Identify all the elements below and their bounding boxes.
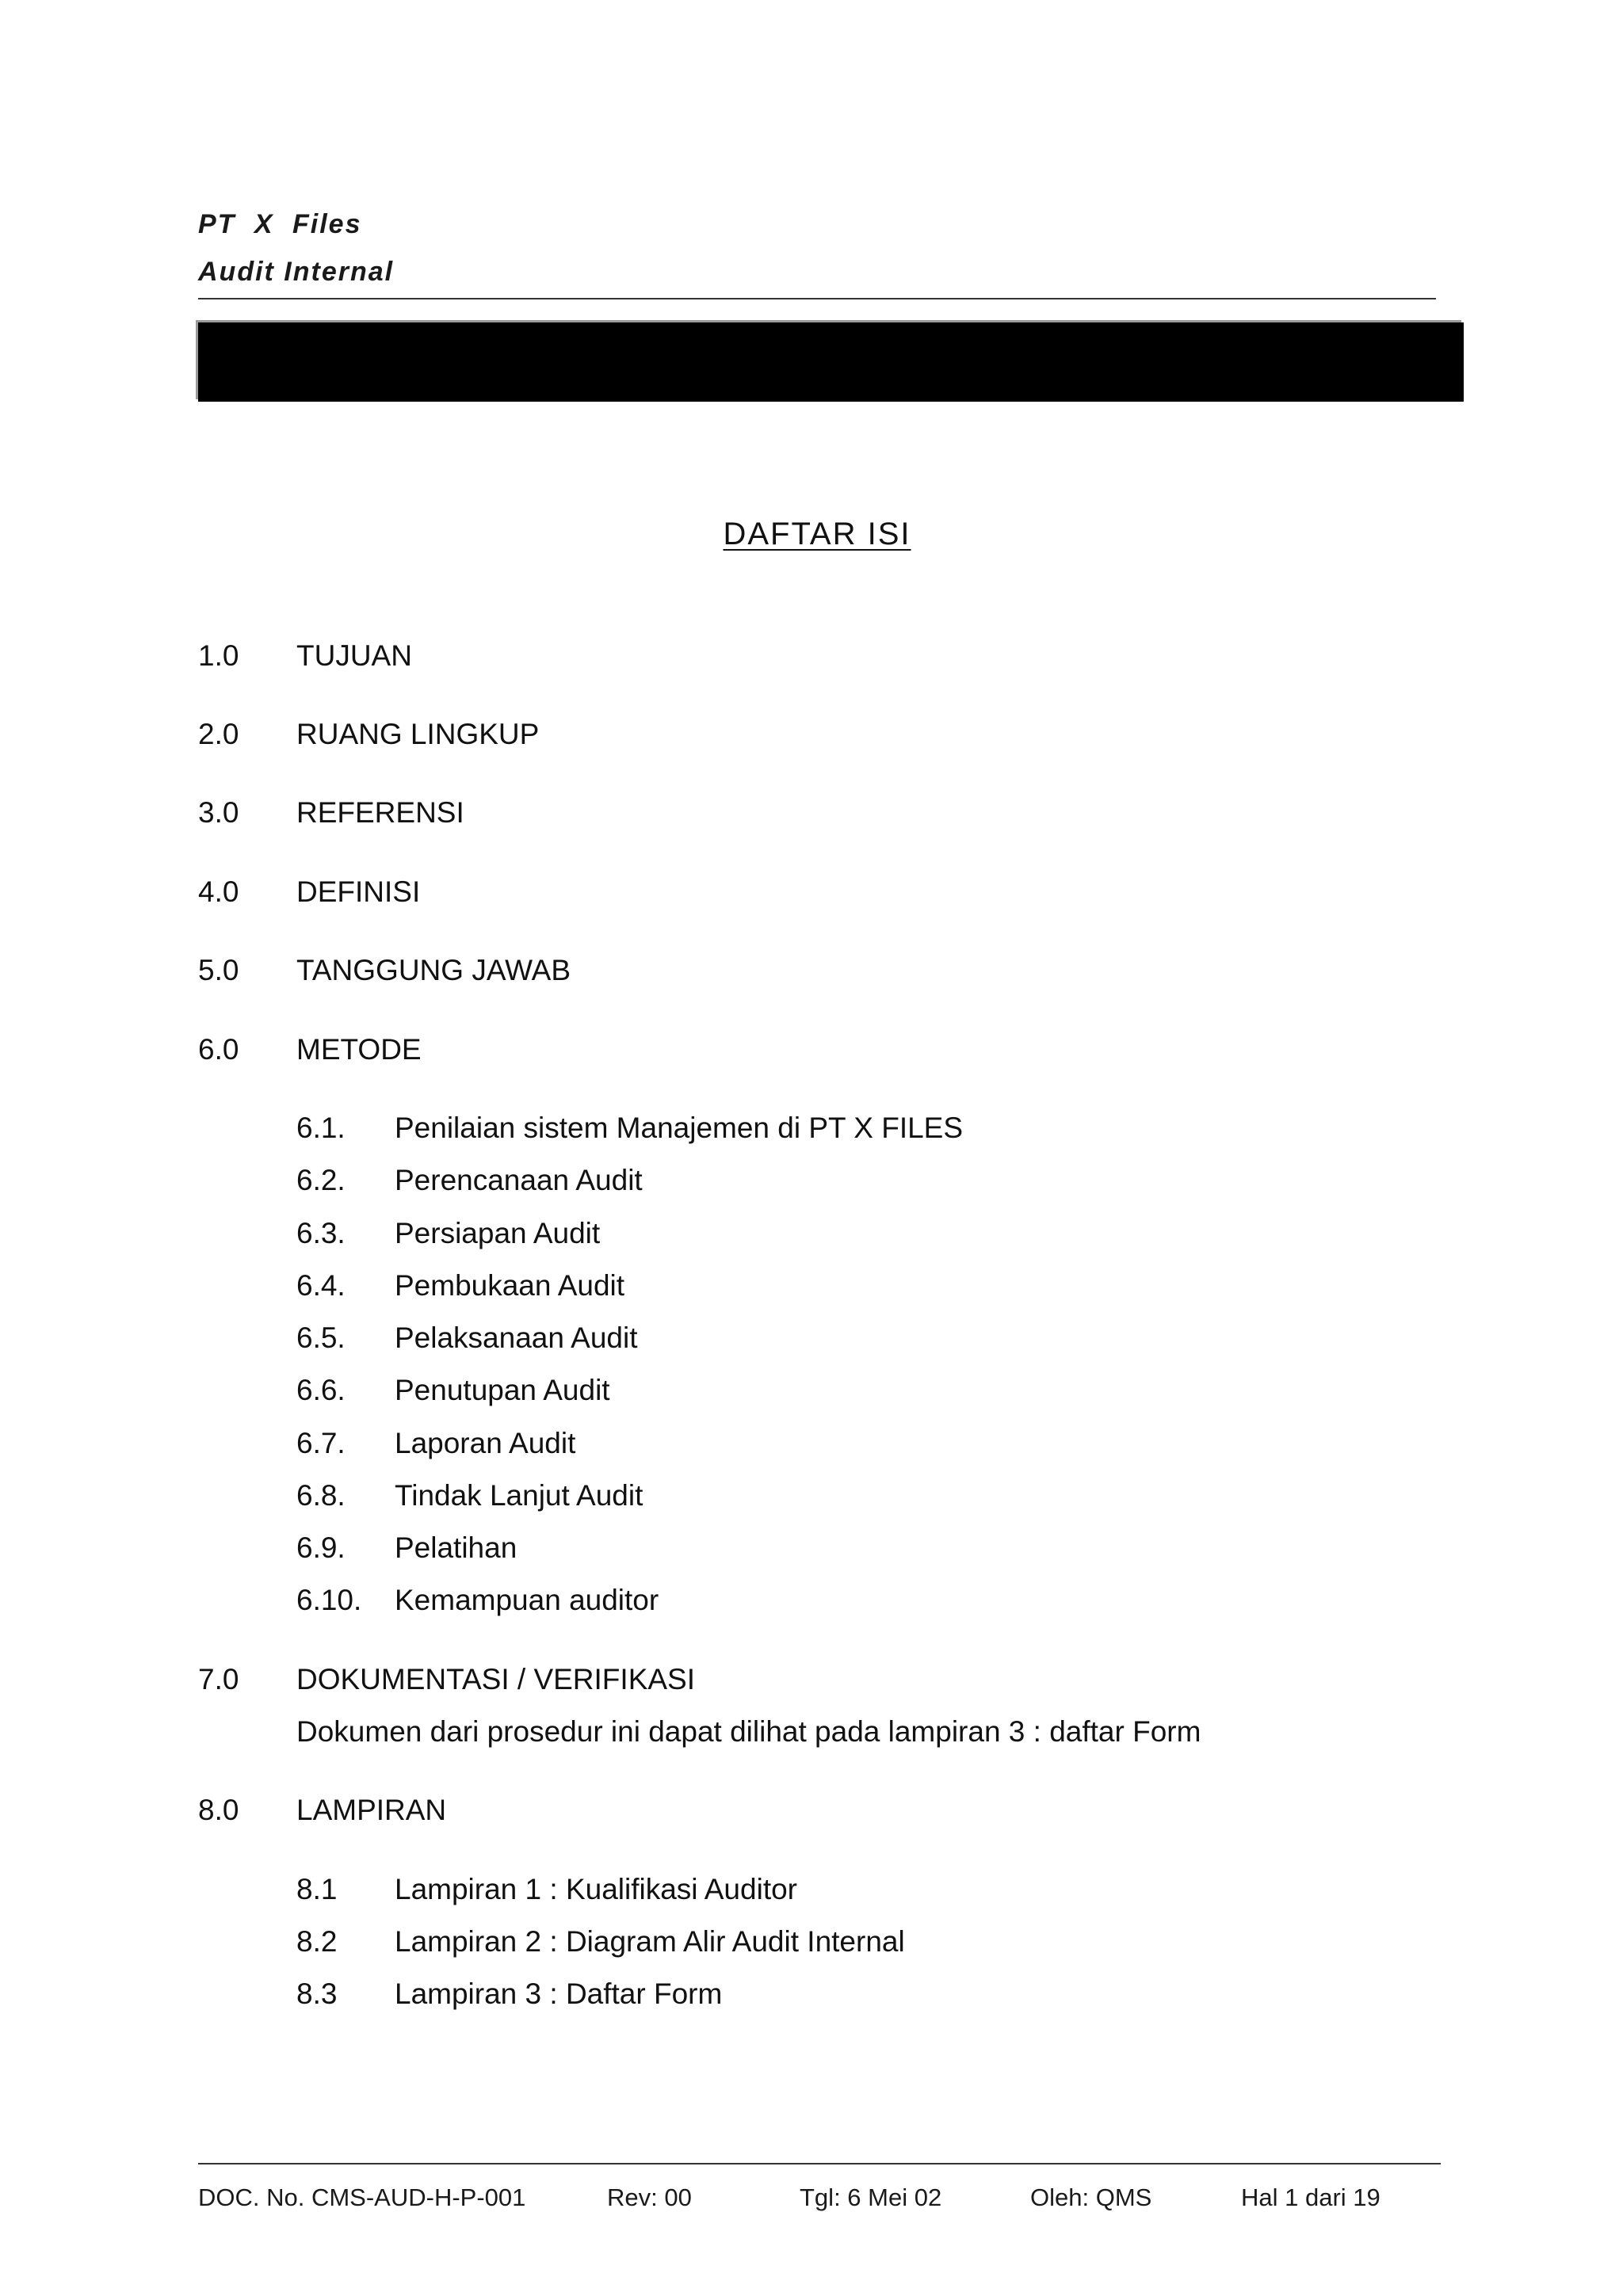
footer-doc-number: DOC. No. CMS-AUD-H-P-001 [198,2183,526,2211]
company-name: PT X Files [198,209,362,239]
footer-divider [198,2163,1441,2164]
header-divider [198,298,1436,299]
header-banner [198,322,1464,402]
toc-subsection-label: Persiapan Audit [395,1217,601,1249]
toc-section-number: 4.0 [198,875,239,908]
toc-subsection-label: Penilaian sistem Manajemen di PT X FILES [395,1112,964,1144]
toc-section-label: REFERENSI [296,796,464,829]
toc-subsection-number: 6.6. [296,1374,346,1406]
toc-subsection-number: 6.2. [296,1164,346,1196]
toc-subsection-label: Lampiran 2 : Diagram Alir Audit Internal [395,1925,905,1958]
toc-subsection-label: Pelaksanaan Audit [395,1322,638,1354]
toc-subsection-label: Lampiran 3 : Daftar Form [395,1978,723,2010]
toc-section-description: Dokumen dari prosedur ini dapat dilihat pada lampiran 3 : daftar Form [296,1715,1201,1748]
toc-subsection-number: 8.3 [296,1978,338,2010]
toc-subsection-number: 6.3. [296,1217,346,1249]
toc-section-label: RUANG LINGKUP [296,718,540,750]
department-name: Audit Internal [198,257,395,287]
toc-section-number: 5.0 [198,954,239,986]
toc-section-label: DEFINISI [296,875,421,908]
toc-subsection-number: 6.1. [296,1112,346,1144]
toc-subsection-number: 6.4. [296,1269,346,1302]
toc-subsection-label: Kemampuan auditor [395,1584,659,1616]
toc-subsection-number: 6.9. [296,1531,346,1564]
toc-subsection-label: Penutupan Audit [395,1374,610,1406]
toc-subsection-number: 8.2 [296,1925,338,1958]
toc-subsection-label: Laporan Audit [395,1427,576,1459]
toc-subsection-label: Tindak Lanjut Audit [395,1479,643,1512]
toc-section-number: 8.0 [198,1794,239,1826]
toc-title: DAFTAR ISI [723,517,911,551]
toc-section-number: 7.0 [198,1663,239,1695]
footer-author: Oleh: QMS [1030,2183,1152,2211]
toc-section-label: TUJUAN [296,639,412,672]
toc-subsection-label: Pembukaan Audit [395,1269,625,1302]
toc-subsection-label: Lampiran 1 : Kualifikasi Auditor [395,1873,797,1905]
toc-section-number: 6.0 [198,1033,239,1066]
toc-subsection-label: Perencanaan Audit [395,1164,643,1196]
footer-date: Tgl: 6 Mei 02 [800,2183,942,2211]
toc-subsection-number: 6.5. [296,1322,346,1354]
toc-section-number: 3.0 [198,796,239,829]
toc-section-label: METODE [296,1033,422,1066]
toc-subsection-number: 6.10. [296,1584,362,1616]
toc-section-label: TANGGUNG JAWAB [296,954,571,986]
toc-subsection-number: 6.8. [296,1479,346,1512]
toc-section-number: 1.0 [198,639,239,672]
toc-subsection-label: Pelatihan [395,1531,517,1564]
toc-section-number: 2.0 [198,718,239,750]
toc-section-label: LAMPIRAN [296,1794,447,1826]
toc-subsection-number: 6.7. [296,1427,346,1459]
toc-section-label: DOKUMENTASI / VERIFIKASI [296,1663,696,1695]
toc-subsection-number: 8.1 [296,1873,338,1905]
footer-page-number: Hal 1 dari 19 [1241,2183,1381,2211]
footer-revision: Rev: 00 [607,2183,692,2211]
